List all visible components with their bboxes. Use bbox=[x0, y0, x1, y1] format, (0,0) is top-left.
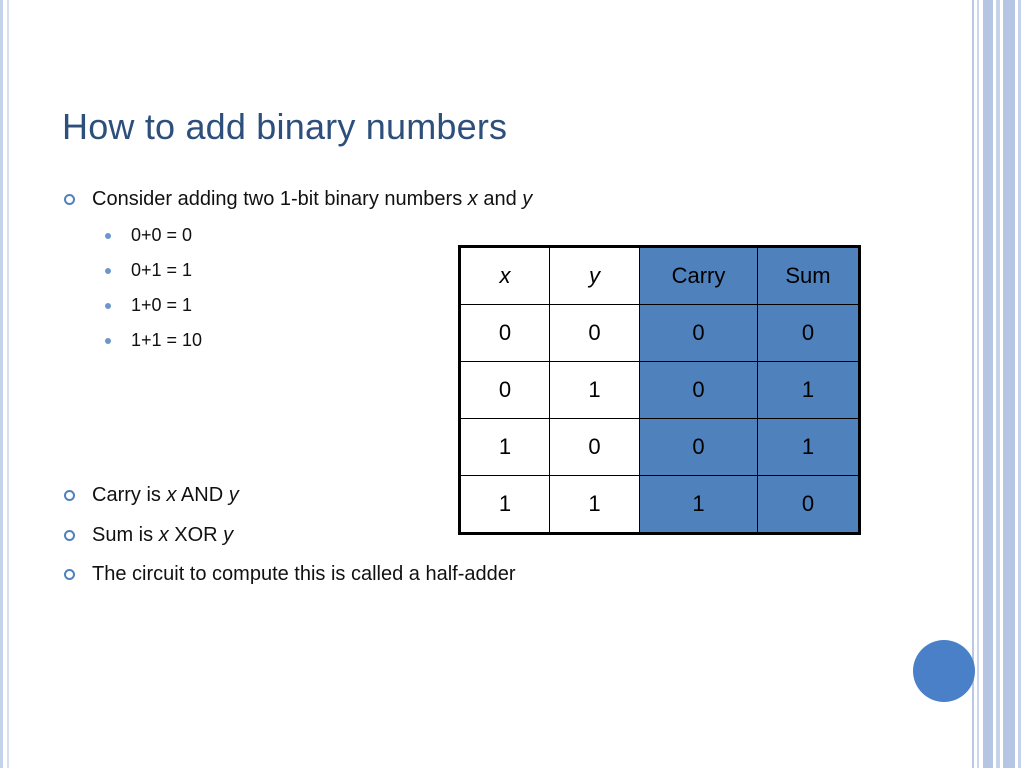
bullet-text: The circuit to compute this is called a half-adder bbox=[92, 563, 516, 585]
bullet-var-x: x bbox=[166, 484, 177, 506]
right-stripe bbox=[996, 0, 1000, 768]
subbullet bbox=[105, 330, 202, 351]
bullet-var-y: y bbox=[228, 484, 239, 506]
cell-sum: 0 bbox=[758, 305, 860, 362]
right-decoration bbox=[972, 0, 1024, 768]
ring-bullet-icon bbox=[64, 530, 75, 541]
left-stripe bbox=[0, 0, 3, 768]
subbullet bbox=[105, 225, 192, 246]
ring-bullet-icon bbox=[64, 194, 75, 205]
cell-sum: 1 bbox=[758, 419, 860, 476]
bullet-text bbox=[92, 524, 233, 547]
header-x: x bbox=[460, 247, 550, 305]
cell-carry: 0 bbox=[640, 305, 758, 362]
left-decoration bbox=[0, 0, 10, 768]
bullet-text bbox=[92, 188, 532, 211]
cell-y: 0 bbox=[550, 419, 640, 476]
table-row bbox=[460, 476, 860, 534]
right-stripe bbox=[972, 0, 974, 768]
bullet-consider bbox=[64, 188, 532, 211]
dot-bullet-icon bbox=[105, 338, 111, 344]
subbullet-text: 0+1 = 1 bbox=[131, 260, 193, 280]
right-stripe bbox=[1018, 0, 1021, 768]
right-stripe bbox=[977, 0, 979, 768]
subbullet-text: 0+0 = 0 bbox=[131, 225, 193, 245]
bullet-text bbox=[92, 484, 239, 507]
cell-y: 1 bbox=[550, 362, 640, 419]
cell-y: 0 bbox=[550, 305, 640, 362]
right-stripe bbox=[983, 0, 993, 768]
table-row bbox=[460, 362, 860, 419]
bullet-var-y: y bbox=[522, 188, 533, 210]
bullet-carry bbox=[64, 484, 239, 507]
subbullet-text: 1+1 = 10 bbox=[131, 330, 203, 350]
bullet-var-y: y bbox=[223, 524, 234, 546]
cell-x: 0 bbox=[460, 305, 550, 362]
right-stripe bbox=[1003, 0, 1015, 768]
dot-bullet-icon bbox=[105, 303, 111, 309]
cell-x: 1 bbox=[460, 476, 550, 534]
ring-bullet-icon bbox=[64, 490, 75, 501]
subbullet bbox=[105, 260, 192, 281]
cell-x: 0 bbox=[460, 362, 550, 419]
table-row bbox=[460, 305, 860, 362]
bullet-sum bbox=[64, 524, 233, 547]
decorative-circle bbox=[913, 640, 975, 702]
bullet-text-part: Sum is bbox=[92, 524, 159, 546]
bullet-text-part: Carry is bbox=[92, 484, 167, 506]
dot-bullet-icon bbox=[105, 268, 111, 274]
header-carry: Carry bbox=[640, 247, 758, 305]
left-stripe bbox=[7, 0, 9, 768]
bullet-text-part: Consider adding two 1-bit binary numbers bbox=[92, 188, 468, 210]
table-row bbox=[460, 419, 860, 476]
bullet-text-part: XOR bbox=[168, 524, 224, 546]
cell-carry: 0 bbox=[640, 419, 758, 476]
cell-sum: 1 bbox=[758, 362, 860, 419]
header-sum: Sum bbox=[758, 247, 860, 305]
bullet-half-adder bbox=[64, 563, 516, 586]
header-y: y bbox=[550, 247, 640, 305]
dot-bullet-icon bbox=[105, 233, 111, 239]
cell-carry: 1 bbox=[640, 476, 758, 534]
bullet-text-part: and bbox=[477, 188, 523, 210]
table-header-row bbox=[460, 247, 860, 305]
cell-sum: 0 bbox=[758, 476, 860, 534]
cell-x: 1 bbox=[460, 419, 550, 476]
bullet-text-part: AND bbox=[176, 484, 229, 506]
subbullet-text: 1+0 = 1 bbox=[131, 295, 193, 315]
slide-title: How to add binary numbers bbox=[62, 106, 508, 147]
ring-bullet-icon bbox=[64, 569, 75, 580]
cell-y: 1 bbox=[550, 476, 640, 534]
truth-table bbox=[458, 245, 861, 535]
bullet-var-x: x bbox=[158, 524, 169, 546]
subbullet bbox=[105, 295, 192, 316]
cell-carry: 0 bbox=[640, 362, 758, 419]
bullet-var-x: x bbox=[467, 188, 478, 210]
